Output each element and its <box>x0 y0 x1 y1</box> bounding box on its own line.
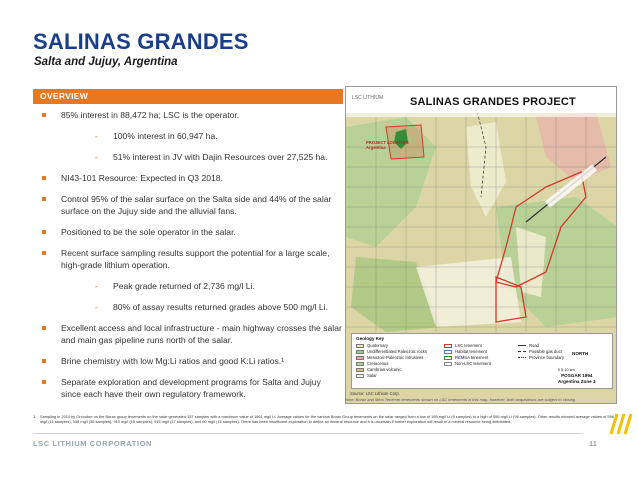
coordinate-strip <box>346 113 617 117</box>
overview-label: OVERVIEW <box>40 91 89 101</box>
legend-item <box>518 349 562 354</box>
legend-item <box>444 349 487 354</box>
footer-divider <box>33 433 583 434</box>
project-location-label: PROJECT LOCATION Argentina <box>366 140 409 150</box>
dash-icon: - <box>95 302 98 312</box>
bullet-item <box>33 322 343 346</box>
legend-item <box>356 361 388 366</box>
legend-label: Cretaceous <box>367 361 389 366</box>
footnote <box>33 414 621 424</box>
slash-mark <box>618 414 624 434</box>
sub-bullet-text: 100% interest in 60,947 ha. <box>113 131 218 141</box>
bullet-text: 85% interest in 88,472 ha; LSC is the operator. <box>61 110 240 120</box>
footnote-number: 1. <box>33 414 37 419</box>
legend-label: REMSA tenement <box>455 355 489 360</box>
legend-label: Salar <box>367 373 377 378</box>
legend-item <box>518 343 539 348</box>
bullet-text: NI43-101 Resource: Expected in Q3 2018. <box>61 173 223 183</box>
bullet-item <box>33 193 343 217</box>
legend-item <box>356 349 427 354</box>
map-note: Note: Borax and Mina Tenemet tenements shown on LSC tenements in this map; however, both acquisitions are subject to closing. <box>345 397 577 402</box>
legend-swatch-icon <box>518 357 526 358</box>
bullet-text: Excellent access and local infrastructure - main highway crosses the salar and main gas pipeline runs north of the salar. <box>61 323 342 345</box>
sub-bullet-item <box>61 301 343 313</box>
bullet-item <box>33 376 343 400</box>
legend-label: Road <box>529 343 540 348</box>
bullet-text: Separate exploration and development programs for Salta and Jujuy since each have their own regulatory framework. <box>61 377 321 399</box>
bullet-text: Brine chemistry with low Mg:Li ratios and good K:Li ratios.¹ <box>61 356 285 366</box>
legend-label: Undifferentiated Paleozoic rocks <box>367 349 427 354</box>
slash-mark <box>611 414 617 434</box>
legend-swatch-icon <box>356 344 364 348</box>
sub-bullet-text: Peak grade returned of 2,736 mg/l Li. <box>113 281 255 291</box>
bullet-item <box>33 247 343 313</box>
map-logo: LSC LITHIUM <box>352 95 384 101</box>
legend-swatch-icon <box>444 344 452 348</box>
legend-label: Province boundary <box>529 355 564 360</box>
legend-item <box>444 355 488 360</box>
legend-item <box>356 343 388 348</box>
footnote-text: Sampling in 2010 by Orocobre on the Borax group tenements on the salar generated 157 samples with a maximum value of 1861 mg/l Li. Average values for the various Borax Group tenements on the salar ranged from a low of 165 mg/l Li (9 samples) to a high of 595 mg/l Li (96 samples). Other results showed average values of 596 mg/l (11 samples), 338 mg/l (36 samples), 910 mg/l (15 samples), 915 mg/l (17 samples), and 60 mg/l (15 samples). There has been insufficient exploration to define an mineral resource and it is uncertain if further exploration will result in a mineral resource being delineated. <box>40 414 614 425</box>
bullet-square-icon <box>42 197 46 201</box>
brand-slashes-icon <box>603 412 633 436</box>
legend-swatch-icon <box>356 368 364 372</box>
legend-item <box>356 355 423 360</box>
legend-swatch-icon <box>356 362 364 366</box>
bullet-item <box>33 226 343 238</box>
legend-label: Habitat tenement <box>455 349 487 354</box>
legend-swatch-icon <box>356 356 364 360</box>
sub-bullet-item <box>61 280 343 292</box>
dash-icon: - <box>95 281 98 291</box>
sub-bullet-text: 51% interest in JV with Dajin Resources over 27,525 ha. <box>113 152 328 162</box>
legend-label: LSC tenement <box>455 343 482 348</box>
bullet-square-icon <box>42 176 46 180</box>
sub-bullet-item <box>61 151 343 163</box>
bullet-square-icon <box>42 230 46 234</box>
map-source: Source: LSC Lithium Corp. <box>350 391 400 396</box>
legend-swatch-icon <box>518 351 526 352</box>
legend-label: Non-LSC tenement <box>455 361 491 366</box>
bullet-square-icon <box>42 251 46 255</box>
legend-item <box>444 361 491 366</box>
bullet-item <box>33 355 343 367</box>
legend-swatch-icon <box>444 362 452 366</box>
bullet-text: Recent surface sampling results support the potential for a large scale, high-grade lithium operation. <box>61 248 330 270</box>
legend-item <box>444 343 482 348</box>
footer-brand: LSC LITHIUM CORPORATION <box>33 439 153 448</box>
bullet-square-icon <box>42 380 46 384</box>
legend-swatch-icon <box>356 350 364 354</box>
overview-header <box>33 89 343 104</box>
north-arrow-icon <box>572 351 588 356</box>
legend-swatch-icon <box>518 345 526 346</box>
bullet-square-icon <box>42 113 46 117</box>
legend-item <box>356 367 401 372</box>
scale-bar: 0 5 10 km <box>558 368 575 372</box>
legend-swatch-icon <box>444 356 452 360</box>
slash-mark <box>625 414 631 434</box>
legend-swatch-icon <box>356 374 364 378</box>
legend-item <box>356 373 377 378</box>
bullet-text: Positioned to be the sole operator in the salar. <box>61 227 236 237</box>
bullet-item <box>33 172 343 184</box>
legend-label: Mesozoic-Paleozoic Intrusives <box>367 355 424 360</box>
projection-label: POSGAR 1994 Argentina Zone 3 <box>558 373 596 384</box>
legend-label: Possible gas duct <box>529 349 562 354</box>
slide-title: SALINAS GRANDES <box>33 29 249 54</box>
sub-bullet-text: 80% of assay results returned grades above 500 mg/l Li. <box>113 302 328 312</box>
legend-title: Geology Key <box>356 336 385 341</box>
north-label: NORTH <box>572 351 589 356</box>
overview-bullet-list <box>33 109 343 409</box>
map-title: SALINAS GRANDES PROJECT <box>410 96 576 108</box>
slide-subtitle: Salta and Jujuy, Argentina <box>34 56 178 68</box>
legend-swatch-icon <box>444 350 452 354</box>
legend-label: Cambrian volcanic <box>367 367 402 372</box>
legend-item <box>518 355 564 360</box>
legend-label: Quaternary <box>367 343 388 348</box>
sub-bullet-item <box>61 130 343 142</box>
dash-icon: - <box>95 152 98 162</box>
bullet-text: Control 95% of the salar surface on the Salta side and 44% of the salar surface on the Jujuy side and the alluvial fans. <box>61 194 332 216</box>
dash-icon: - <box>95 131 98 141</box>
page-number: 11 <box>589 439 597 448</box>
project-map <box>345 86 617 404</box>
bullet-item <box>33 109 343 163</box>
bullet-square-icon <box>42 359 46 363</box>
bullet-square-icon <box>42 326 46 330</box>
